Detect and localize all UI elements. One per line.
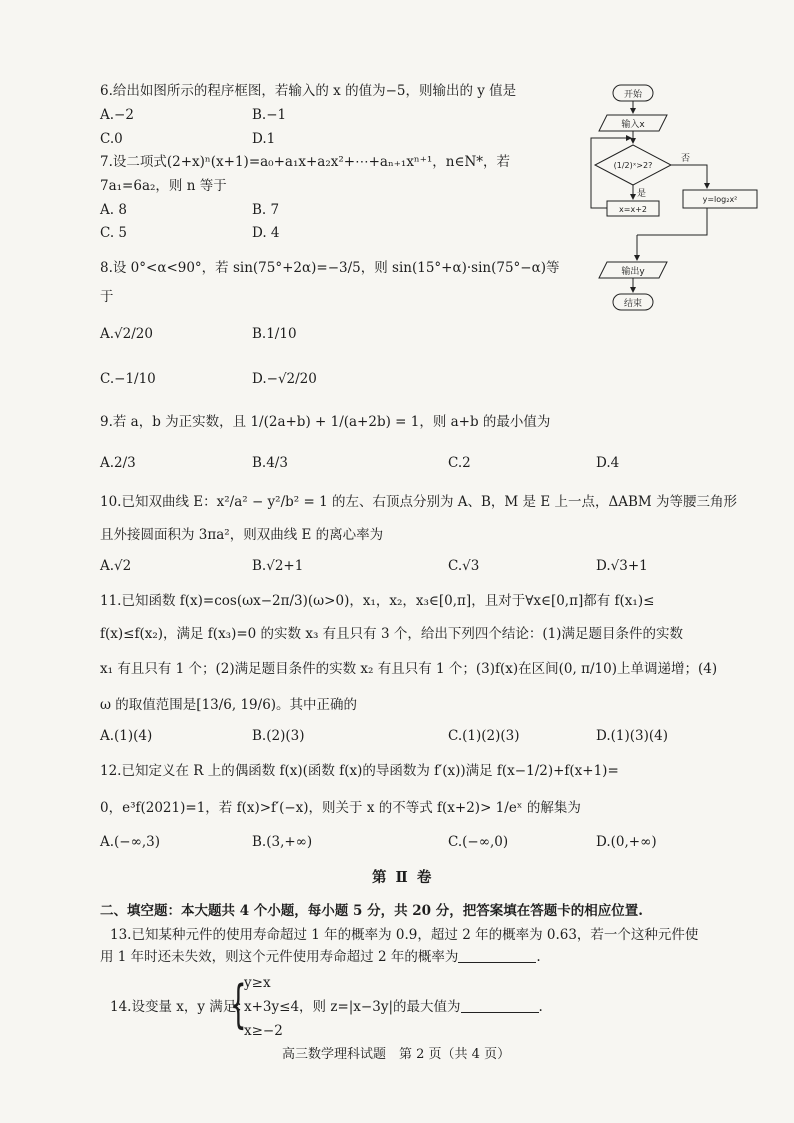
section-heading: 二、填空题：本大题共 4 个小题，每小题 5 分，共 20 分，把答案填在答题卡的相应位置. — [100, 903, 643, 919]
q11-stem-line2: f(x)≤f(x₂)，满足 f(x₃)=0 的实数 x₃ 有且只有 3 个，给出下列四个结论：(1)满足题目条件的实数 — [100, 626, 683, 642]
q7-option-b: B. 7 — [252, 202, 280, 218]
q9-option-d: D.4 — [596, 455, 620, 471]
q12-option-a: A.(−∞,3) — [100, 834, 161, 850]
q10-option-d: D.√3+1 — [596, 558, 648, 574]
flowchart-start-label: 开始 — [623, 90, 643, 100]
q11-stem-line4: ω 的取值范围是[13/6, 19/6)。其中正确的 — [100, 697, 358, 713]
q12-option-b: B.(3,+∞) — [252, 834, 313, 850]
q11-option-c: C.(1)(2)(3) — [448, 728, 520, 744]
flowchart-end-label: 结束 — [623, 299, 643, 309]
flowchart-input-label: 输入x — [621, 120, 645, 130]
q14-end: . — [538, 999, 543, 1015]
flowchart-output-label: 输出y — [621, 267, 645, 277]
q12-option-d: D.(0,+∞) — [596, 834, 657, 850]
program-flowchart — [585, 80, 765, 325]
q11-option-b: B.(2)(3) — [252, 728, 305, 744]
q8-option-c: C.−1/10 — [100, 371, 156, 387]
q11-stem-line1: 11.已知函数 f(x)=cos(ωx−2π/3)(ω>0)，x₁，x₂，x₃∈[0,π]，且对于∀x∈[0,π]都有 f(x₁)≤ — [100, 593, 655, 609]
q8-option-a: A.√2/20 — [100, 326, 153, 342]
q10-stem-line2: 且外接圆面积为 3πa²，则双曲线 E 的离心率为 — [100, 527, 384, 543]
q6-option-c: C.0 — [100, 131, 123, 147]
q6-option-b: B.−1 — [252, 107, 287, 123]
q10-option-c: C.√3 — [448, 558, 480, 574]
q8-option-d: D.−√2/20 — [252, 371, 317, 387]
q8-stem-line2: 于 — [100, 289, 114, 305]
q14-cond1: y≥x — [244, 975, 271, 991]
q14-prefix: 14.设变量 x，y 满足： — [110, 999, 250, 1015]
q9-stem: 9.若 a，b 为正实数，且 1/(2a+b) + 1/(a+2b) = 1，则 a+b 的最小值为 — [100, 414, 551, 430]
q14-cond2-row — [244, 998, 543, 1016]
q7-stem-line1: 7.设二项式(2+x)ⁿ(x+1)=a₀+a₁x+a₂x²+⋯+aₙ₊₁xⁿ⁺¹，n∈N*，若 — [100, 154, 511, 170]
section-title: 第 Ⅱ 卷 — [372, 869, 434, 886]
q6-stem: 6.给出如图所示的程序框图，若输入的 x 的值为−5，则输出的 y 值是 — [100, 83, 517, 99]
q13-line2: 用 1 年时还未失效，则这个元件使用寿命超过 2 年的概率为 — [100, 949, 459, 965]
q7-option-d: D. 4 — [252, 225, 280, 241]
q14-cond2: x+3y≤4，则 z=|x−3y|的最大值为 — [244, 999, 461, 1015]
flowchart-no-label: 否 — [681, 154, 691, 164]
q6-option-d: D.1 — [252, 131, 276, 147]
flowchart-svg — [585, 80, 765, 325]
q9-option-a: A.2/3 — [100, 455, 136, 471]
q8-stem-line1: 8.设 0°<α<90°，若 sin(75°+2α)=−3/5，则 sin(15°+α)·sin(75°−α)等 — [100, 260, 560, 276]
q10-option-b: B.√2+1 — [252, 558, 304, 574]
q13-line1: 13.已知某种元件的使用寿命超过 1 年的概率为 0.9，超过 2 年的概率为 0.63，若一个这种元件使 — [110, 927, 699, 943]
q13-line2-row — [100, 948, 541, 966]
q14-cond3: x≥−2 — [244, 1023, 283, 1039]
flowchart-no-action-label: y=log₂x² — [702, 195, 738, 204]
q9-option-b: B.4/3 — [252, 455, 288, 471]
q11-option-d: D.(1)(3)(4) — [596, 728, 669, 744]
page-footer: 高三数学理科试题 第 2 页（共 4 页） — [282, 1047, 511, 1062]
q13-answer-blank — [458, 950, 536, 963]
q12-stem-line1: 12.已知定义在 R 上的偶函数 f(x)(函数 f(x)的导函数为 f′(x))满足 f(x−1/2)+f(x+1)= — [100, 763, 619, 779]
q14-brace: { — [230, 975, 247, 1035]
q10-stem-line1: 10.已知双曲线 E：x²/a² − y²/b² = 1 的左、右顶点分别为 A、B，M 是 E 上一点，ΔABM 为等腰三角形 — [100, 494, 738, 510]
flowchart-yes-action-label: x=x+2 — [619, 205, 647, 214]
q10-option-a: A.√2 — [100, 558, 132, 574]
q9-option-c: C.2 — [448, 455, 471, 471]
q7-option-a: A. 8 — [100, 202, 127, 218]
q12-stem-line2: 0，e³f(2021)=1，若 f(x)>f′(−x)，则关于 x 的不等式 f(x+2)> 1/eˣ 的解集为 — [100, 800, 581, 816]
q6-option-a: A.−2 — [100, 107, 134, 123]
flowchart-yes-label: 是 — [637, 189, 647, 199]
q7-option-c: C. 5 — [100, 225, 128, 241]
flowchart-condition-label: (1/2)ˣ>2? — [613, 161, 653, 170]
q13-end: . — [536, 949, 541, 965]
q11-stem-line3: x₁ 有且只有 1 个；(2)满足题目条件的实数 x₂ 有且只有 1 个；(3)f(x)在区间(0, π/10)上单调递增；(4) — [100, 661, 718, 677]
q14-answer-blank — [461, 1000, 539, 1013]
q7-stem-line2: 7a₁=6a₂，则 n 等于 — [100, 178, 227, 194]
q12-option-c: C.(−∞,0) — [448, 834, 509, 850]
q11-option-a: A.(1)(4) — [100, 728, 153, 744]
q8-option-b: B.1/10 — [252, 326, 297, 342]
